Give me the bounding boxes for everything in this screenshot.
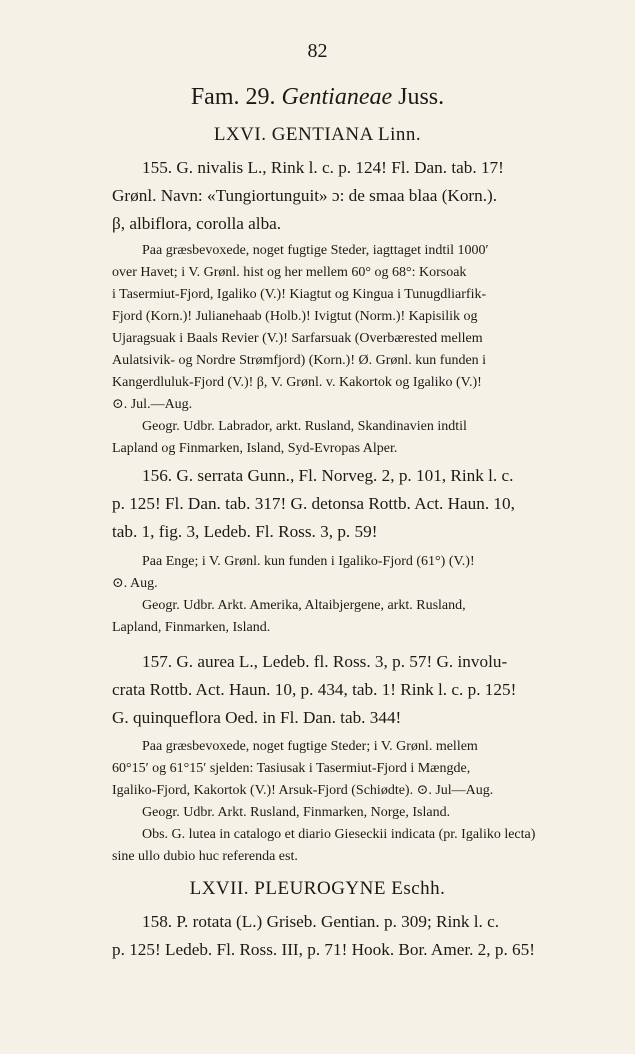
species-156-line-3: tab. 1, fig. 3, Ledeb. Fl. Ross. 3, p. 59! <box>112 522 378 541</box>
p157-line-1: Paa græsbevoxede, noget fugtige Steder; i V. Grønl. mellem <box>142 739 478 754</box>
species-158-line-2: p. 125! Ledeb. Fl. Ross. III, p. 71! Hook. Bor. Amer. 2, p. 65! <box>112 940 535 959</box>
p155-line-2: over Havet; i V. Grønl. hist og her mellem 60° og 68°: Korsoak <box>112 265 467 280</box>
species-158-entry <box>112 908 612 964</box>
species-157-entry <box>112 648 612 732</box>
family-heading <box>0 84 635 111</box>
species-156-line-1: 156. G. serrata Gunn., Fl. Norveg. 2, p. 101, Rink l. c. <box>142 466 514 485</box>
species-155-entry <box>112 154 612 238</box>
species-155-line-1: 155. G. nivalis L., Rink l. c. p. 124! Fl. Dan. tab. 17! <box>142 158 504 177</box>
species-157-line-1: 157. G. aurea L., Ledeb. fl. Ross. 3, p. 57! G. involu- <box>142 652 508 671</box>
genus-heading-pleurogyne: LXVII. PLEUROGYNE Eschh. <box>189 878 446 899</box>
p155-line-7: Kangerdluluk-Fjord (V.)! β, V. Grønl. v. Kakortok og Igaliko (V.)! <box>112 375 482 390</box>
page-number: 82 <box>307 40 328 62</box>
p156-geogr-2: Lapland, Finmarken, Island. <box>112 620 271 635</box>
p156-line-1: Paa Enge; i V. Grønl. kun funden i Igaliko-Fjord (61°) (V.)! <box>142 554 475 569</box>
p155-geogr-2: Lapland og Finmarken, Island, Syd-Evropas Alper. <box>112 441 398 456</box>
p157-obs-2: sine ullo dubio huc referenda est. <box>112 849 298 864</box>
p156-line-2: ⊙. Aug. <box>112 576 158 591</box>
p157-line-2: 60°15′ og 61°15′ sjelden: Tasiusak i Tasermiut-Fjord i Mængde, <box>112 761 471 776</box>
p155-line-1: Paa græsbevoxede, noget fugtige Steder, iagttaget indtil 1000′ <box>142 243 489 258</box>
p156-geogr-1: Geogr. Udbr. Arkt. Amerika, Altaibjergene, arkt. Rusland, <box>142 598 466 613</box>
species-156-habitat <box>112 551 612 639</box>
species-155-habitat <box>112 240 612 460</box>
p155-geogr-1: Geogr. Udbr. Labrador, arkt. Rusland, Skandinavien indtil <box>142 419 467 434</box>
family-author: Juss. <box>398 84 445 110</box>
species-155-line-2: Grønl. Navn: «Tungiortunguit» ɔ: de smaa blaa (Korn.). <box>112 186 498 205</box>
species-157-line-3: G. quinqueflora Oed. in Fl. Dan. tab. 344! <box>112 708 402 727</box>
species-158-line-1: 158. P. rotata (L.) Griseb. Gentian. p. 309; Rink l. c. <box>142 912 500 931</box>
species-157-habitat <box>112 736 612 868</box>
p155-line-3: i Tasermiut-Fjord, Igaliko (V.)! Kiagtut og Kingua i Tunugdliarfik- <box>112 287 487 302</box>
species-157-line-2: crata Rottb. Act. Haun. 10, p. 434, tab. 1! Rink l. c. p. 125! <box>112 680 517 699</box>
p155-line-4: Fjord (Korn.)! Julianehaab (Holb.)! Ivigtut (Norm.)! Kapisilik og <box>112 309 478 324</box>
species-156-entry <box>112 462 612 546</box>
p155-line-6: Aulatsivik- og Nordre Strømfjord) (Korn.)! Ø. Grønl. kun funden i <box>112 353 487 368</box>
family-name: Gentianeae <box>281 84 393 110</box>
p157-line-3: Igaliko-Fjord, Kakortok (V.)! Arsuk-Fjord (Schiødte). ⊙. Jul—Aug. <box>112 783 494 798</box>
species-155-line-3: β, albiflora, corolla alba. <box>112 214 282 233</box>
p157-obs-1: Obs. G. lutea in catalogo et diario Gieseckii indicata (pr. Igaliko lecta) <box>142 827 536 842</box>
family-prefix: Fam. 29. <box>190 84 276 110</box>
p155-line-8: ⊙. Jul.—Aug. <box>112 397 193 412</box>
species-156-line-2: p. 125! Fl. Dan. tab. 317! G. detonsa Rottb. Act. Haun. 10, <box>112 494 515 513</box>
p155-line-5: Ujaragsuak i Baals Revier (V.)! Sarfarsuak (Overbærested mellem <box>112 331 483 346</box>
genus-heading-gentiana: LXVI. GENTIANA Linn. <box>213 124 422 145</box>
p157-geogr-1: Geogr. Udbr. Arkt. Rusland, Finmarken, Norge, Island. <box>142 805 451 820</box>
